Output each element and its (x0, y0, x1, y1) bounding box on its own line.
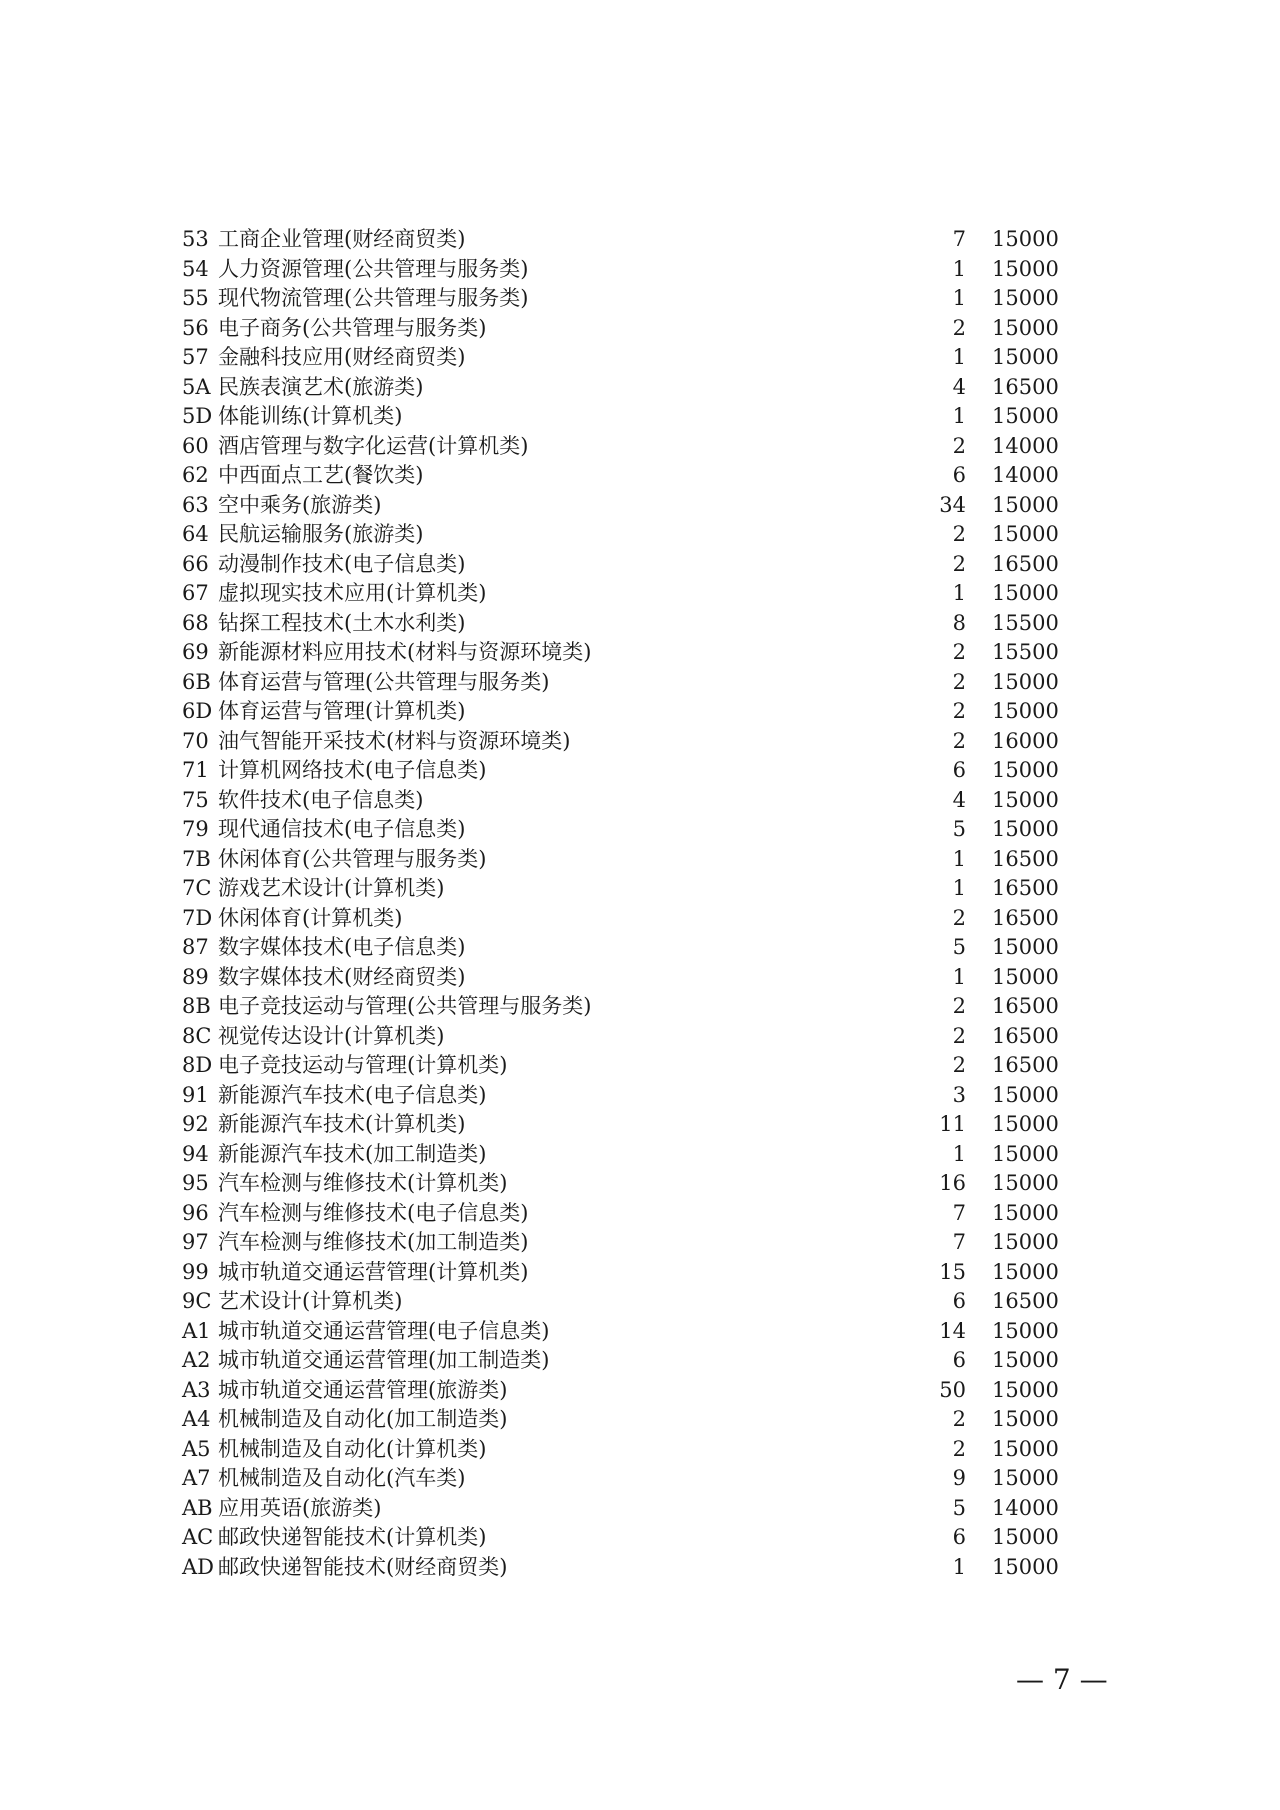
tuition-fee: 16500 (992, 374, 1059, 399)
program-code: 99 (182, 1259, 209, 1284)
tuition-fee: 16500 (992, 994, 1059, 1018)
list-item (0, 697, 1280, 727)
tuition-fee: 16500 (992, 1053, 1059, 1077)
program-name: 机械制造及自动化(加工制造类) (218, 1407, 508, 1431)
enrollment-count: 2 (952, 551, 966, 576)
program-code: 71 (182, 758, 209, 782)
tuition-fee: 15000 (992, 935, 1059, 959)
tuition-fee: 15000 (992, 1466, 1059, 1490)
program-code: 60 (182, 433, 209, 458)
program-name: 现代通信技术(电子信息类) (218, 817, 466, 841)
program-name: 电子商务(公共管理与服务类) (218, 315, 487, 340)
tuition-fee: 15000 (992, 345, 1059, 369)
program-code: 53 (182, 227, 209, 251)
list-item (0, 1523, 1280, 1553)
enrollment-count: 1 (952, 581, 966, 605)
program-code: 5D (182, 404, 213, 428)
program-name: 城市轨道交通运营管理(加工制造类) (218, 1348, 550, 1372)
tuition-fee: 16500 (992, 1023, 1059, 1048)
program-code: A5 (182, 1436, 211, 1461)
program-code: 63 (182, 492, 209, 517)
program-name: 休闲体育(计算机类) (218, 905, 403, 930)
program-code: AC (182, 1525, 214, 1549)
tuition-fee: 15000 (992, 758, 1059, 782)
enrollment-count: 1 (952, 876, 966, 900)
program-code: 7C (182, 876, 212, 900)
program-code: A2 (182, 1348, 211, 1372)
tuition-fee: 15000 (992, 1141, 1059, 1166)
tuition-fee: 14000 (992, 1495, 1059, 1520)
tuition-fee: 15000 (992, 492, 1059, 517)
program-name: 城市轨道交通运营管理(计算机类) (218, 1259, 529, 1284)
program-code: 7D (182, 905, 213, 930)
list-item (0, 1464, 1280, 1494)
program-code: 8C (182, 1023, 212, 1048)
enrollment-count: 5 (952, 817, 966, 841)
program-name: 软件技术(电子信息类) (218, 787, 424, 812)
list-item (0, 373, 1280, 403)
tuition-fee: 15000 (992, 1200, 1059, 1225)
tuition-fee: 15000 (992, 227, 1059, 251)
program-name: 休闲体育(公共管理与服务类) (218, 846, 487, 871)
program-name: 民族表演艺术(旅游类) (218, 374, 424, 399)
list-item (0, 638, 1280, 668)
tuition-fee: 16500 (992, 846, 1059, 871)
list-item (0, 1435, 1280, 1465)
program-code: 70 (182, 728, 209, 753)
list-item (0, 1051, 1280, 1081)
tuition-fee: 15000 (992, 787, 1059, 812)
program-code: 8D (182, 1053, 213, 1077)
program-name: 体育运营与管理(公共管理与服务类) (218, 669, 550, 694)
list-item (0, 815, 1280, 845)
enrollment-count: 2 (952, 1407, 966, 1431)
program-name: 计算机网络技术(电子信息类) (218, 758, 487, 782)
program-code: 56 (182, 315, 209, 340)
program-name: 新能源汽车技术(电子信息类) (218, 1082, 487, 1107)
list-item (0, 1346, 1280, 1376)
enrollment-count: 1 (952, 1554, 966, 1579)
enrollment-count: 6 (952, 1348, 966, 1372)
program-code: A4 (182, 1407, 211, 1431)
tuition-fee: 15000 (992, 581, 1059, 605)
enrollment-count: 1 (952, 404, 966, 428)
list-item (0, 1022, 1280, 1052)
program-name: 人力资源管理(公共管理与服务类) (218, 256, 529, 281)
list-item (0, 1110, 1280, 1140)
program-name: 油气智能开采技术(材料与资源环境类) (218, 728, 571, 753)
program-name: 工商企业管理(财经商贸类) (218, 227, 466, 251)
tuition-fee: 15000 (992, 1230, 1059, 1254)
tuition-fee: 15500 (992, 640, 1059, 664)
list-item (0, 1169, 1280, 1199)
enrollment-count: 2 (952, 905, 966, 930)
tuition-fee: 15000 (992, 404, 1059, 428)
enrollment-count: 2 (952, 640, 966, 664)
list-item (0, 491, 1280, 521)
enrollment-count: 34 (939, 492, 966, 517)
list-item (0, 904, 1280, 934)
enrollment-count: 2 (952, 522, 966, 546)
program-code: 64 (182, 522, 209, 546)
enrollment-count: 2 (952, 994, 966, 1018)
tuition-fee: 15000 (992, 1171, 1059, 1195)
tuition-fee: 15000 (992, 817, 1059, 841)
program-code: A7 (182, 1466, 211, 1490)
program-name: 酒店管理与数字化运营(计算机类) (218, 433, 529, 458)
enrollment-count: 14 (939, 1318, 966, 1343)
tuition-fee: 15000 (992, 1554, 1059, 1579)
program-name: 汽车检测与维修技术(加工制造类) (218, 1230, 529, 1254)
tuition-fee: 15000 (992, 1436, 1059, 1461)
enrollment-count: 1 (952, 256, 966, 281)
program-code: 62 (182, 463, 209, 487)
enrollment-count: 2 (952, 433, 966, 458)
list-item (0, 255, 1280, 285)
list-item (0, 1553, 1280, 1583)
program-code: 6D (182, 699, 213, 723)
tuition-fee: 16000 (992, 728, 1059, 753)
program-code: 5A (182, 374, 211, 399)
program-code: 97 (182, 1230, 209, 1254)
program-code: 75 (182, 787, 209, 812)
tuition-fee: 15000 (992, 1348, 1059, 1372)
program-code: 8B (182, 994, 211, 1018)
list-item (0, 1376, 1280, 1406)
list-item (0, 1405, 1280, 1435)
enrollment-count: 7 (952, 1230, 966, 1254)
list-item (0, 579, 1280, 609)
list-item (0, 520, 1280, 550)
enrollment-count: 1 (952, 964, 966, 989)
page-number: — 7 — (1016, 1663, 1108, 1696)
tuition-fee: 15000 (992, 1112, 1059, 1136)
program-name: 城市轨道交通运营管理(旅游类) (218, 1377, 508, 1402)
program-name: 钻探工程技术(土木水利类) (218, 610, 466, 635)
program-name: 体能训练(计算机类) (218, 404, 403, 428)
enrollment-count: 6 (952, 1525, 966, 1549)
tuition-fee: 15000 (992, 315, 1059, 340)
enrollment-count: 16 (939, 1171, 966, 1195)
list-item (0, 845, 1280, 875)
program-code: 9C (182, 1289, 212, 1313)
tuition-fee: 15500 (992, 610, 1059, 635)
list-item (0, 874, 1280, 904)
program-name: 电子竞技运动与管理(计算机类) (218, 1053, 508, 1077)
list-item (0, 1317, 1280, 1347)
program-code: 55 (182, 286, 209, 310)
program-code: 89 (182, 964, 209, 989)
enrollment-count: 6 (952, 463, 966, 487)
enrollment-count: 7 (952, 227, 966, 251)
program-name: 邮政快递智能技术(财经商贸类) (218, 1554, 508, 1579)
tuition-fee: 15000 (992, 522, 1059, 546)
program-name: 汽车检测与维修技术(电子信息类) (218, 1200, 529, 1225)
program-name: 民航运输服务(旅游类) (218, 522, 424, 546)
tuition-fee: 15000 (992, 256, 1059, 281)
enrollment-count: 11 (939, 1112, 966, 1136)
list-item (0, 432, 1280, 462)
program-name: 游戏艺术设计(计算机类) (218, 876, 445, 900)
list-item (0, 402, 1280, 432)
list-item (0, 786, 1280, 816)
program-name: 视觉传达设计(计算机类) (218, 1023, 445, 1048)
program-name: 现代物流管理(公共管理与服务类) (218, 286, 529, 310)
program-code: 87 (182, 935, 209, 959)
program-code: 92 (182, 1112, 209, 1136)
list-item (0, 225, 1280, 255)
program-name: 新能源材料应用技术(材料与资源环境类) (218, 640, 592, 664)
list-item (0, 963, 1280, 993)
list-item (0, 1494, 1280, 1524)
list-item (0, 1258, 1280, 1288)
enrollment-count: 1 (952, 846, 966, 871)
tuition-fee: 16500 (992, 905, 1059, 930)
program-code: A1 (182, 1318, 211, 1343)
program-name: 中西面点工艺(餐饮类) (218, 463, 424, 487)
tuition-fee: 15000 (992, 286, 1059, 310)
program-name: 新能源汽车技术(计算机类) (218, 1112, 466, 1136)
program-code: 57 (182, 345, 209, 369)
program-name: 虚拟现实技术应用(计算机类) (218, 581, 487, 605)
enrollment-count: 2 (952, 1053, 966, 1077)
enrollment-count: 15 (939, 1259, 966, 1284)
program-code: 67 (182, 581, 209, 605)
program-code: A3 (182, 1377, 211, 1402)
list-item (0, 343, 1280, 373)
program-code: 79 (182, 817, 209, 841)
program-code: 7B (182, 846, 211, 871)
program-name: 体育运营与管理(计算机类) (218, 699, 466, 723)
enrollment-count: 2 (952, 315, 966, 340)
enrollment-count: 5 (952, 935, 966, 959)
tuition-fee: 15000 (992, 1082, 1059, 1107)
program-code: 69 (182, 640, 209, 664)
program-name: 机械制造及自动化(汽车类) (218, 1466, 466, 1490)
program-name: 空中乘务(旅游类) (218, 492, 382, 517)
program-name: 城市轨道交通运营管理(电子信息类) (218, 1318, 550, 1343)
program-name: 新能源汽车技术(加工制造类) (218, 1141, 487, 1166)
list-item (0, 609, 1280, 639)
tuition-fee: 16500 (992, 876, 1059, 900)
enrollment-count: 2 (952, 728, 966, 753)
list-item (0, 992, 1280, 1022)
program-listing (0, 225, 1280, 1582)
tuition-fee: 15000 (992, 1318, 1059, 1343)
enrollment-count: 2 (952, 669, 966, 694)
program-name: 邮政快递智能技术(计算机类) (218, 1525, 487, 1549)
program-code: 96 (182, 1200, 209, 1225)
tuition-fee: 15000 (992, 1525, 1059, 1549)
program-name: 电子竞技运动与管理(公共管理与服务类) (218, 994, 592, 1018)
enrollment-count: 9 (952, 1466, 966, 1490)
tuition-fee: 16500 (992, 551, 1059, 576)
enrollment-count: 8 (952, 610, 966, 635)
enrollment-count: 2 (952, 699, 966, 723)
tuition-fee: 15000 (992, 1407, 1059, 1431)
program-name: 机械制造及自动化(计算机类) (218, 1436, 487, 1461)
enrollment-count: 1 (952, 286, 966, 310)
list-item (0, 461, 1280, 491)
enrollment-count: 3 (952, 1082, 966, 1107)
tuition-fee: 16500 (992, 1289, 1059, 1313)
enrollment-count: 2 (952, 1436, 966, 1461)
tuition-fee: 14000 (992, 463, 1059, 487)
program-code: 66 (182, 551, 209, 576)
list-item (0, 668, 1280, 698)
enrollment-count: 4 (952, 787, 966, 812)
program-code: 94 (182, 1141, 209, 1166)
program-name: 汽车检测与维修技术(计算机类) (218, 1171, 508, 1195)
tuition-fee: 15000 (992, 964, 1059, 989)
enrollment-count: 7 (952, 1200, 966, 1225)
tuition-fee: 14000 (992, 433, 1059, 458)
program-name: 数字媒体技术(电子信息类) (218, 935, 466, 959)
list-item (0, 550, 1280, 580)
tuition-fee: 15000 (992, 699, 1059, 723)
enrollment-count: 4 (952, 374, 966, 399)
program-name: 艺术设计(计算机类) (218, 1289, 403, 1313)
enrollment-count: 5 (952, 1495, 966, 1520)
enrollment-count: 50 (939, 1377, 966, 1402)
program-name: 数字媒体技术(财经商贸类) (218, 964, 466, 989)
list-item (0, 284, 1280, 314)
list-item (0, 756, 1280, 786)
enrollment-count: 2 (952, 1023, 966, 1048)
program-code: AB (182, 1495, 213, 1520)
enrollment-count: 1 (952, 1141, 966, 1166)
enrollment-count: 6 (952, 1289, 966, 1313)
program-code: 95 (182, 1171, 209, 1195)
list-item (0, 1140, 1280, 1170)
list-item (0, 1287, 1280, 1317)
list-item (0, 314, 1280, 344)
program-code: 6B (182, 669, 211, 694)
program-code: AD (182, 1554, 215, 1579)
list-item (0, 727, 1280, 757)
enrollment-count: 1 (952, 345, 966, 369)
program-name: 应用英语(旅游类) (218, 1495, 382, 1520)
list-item (0, 1081, 1280, 1111)
tuition-fee: 15000 (992, 1259, 1059, 1284)
tuition-fee: 15000 (992, 1377, 1059, 1402)
program-code: 91 (182, 1082, 209, 1107)
program-code: 68 (182, 610, 209, 635)
program-name: 金融科技应用(财经商贸类) (218, 345, 466, 369)
tuition-fee: 15000 (992, 669, 1059, 694)
list-item (0, 1228, 1280, 1258)
list-item (0, 933, 1280, 963)
list-item (0, 1199, 1280, 1229)
enrollment-count: 6 (952, 758, 966, 782)
program-name: 动漫制作技术(电子信息类) (218, 551, 466, 576)
program-code: 54 (182, 256, 209, 281)
